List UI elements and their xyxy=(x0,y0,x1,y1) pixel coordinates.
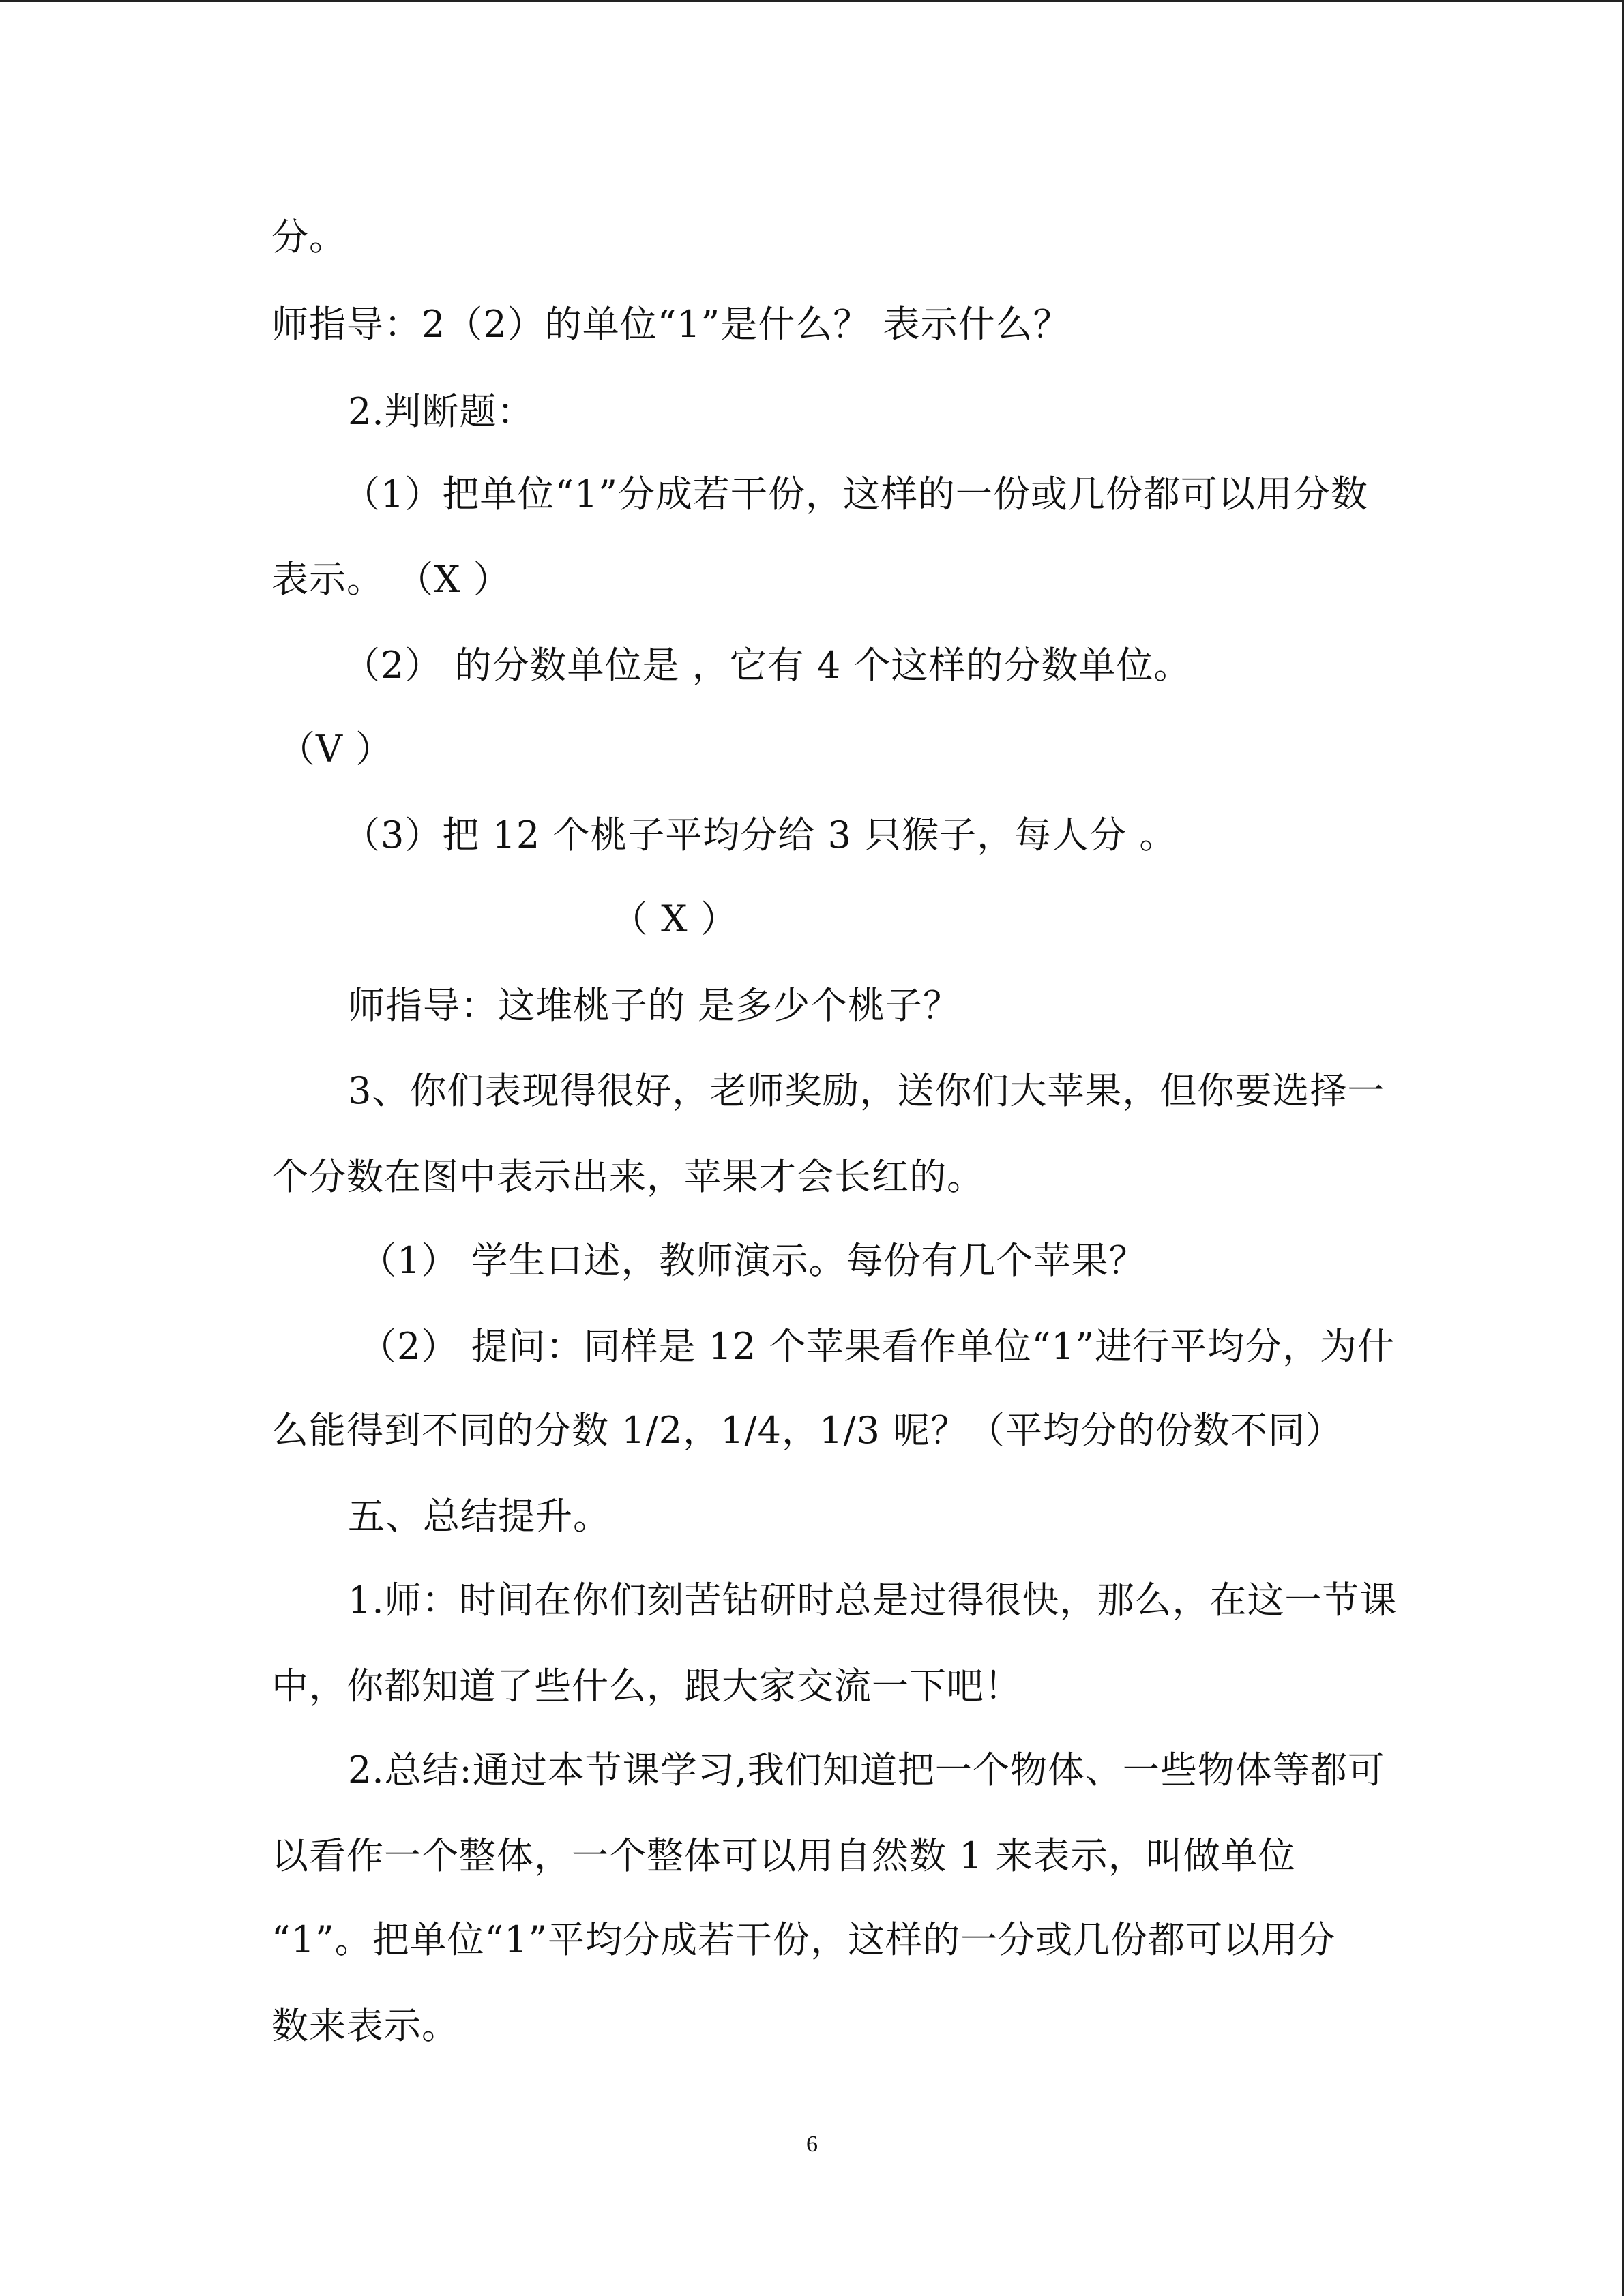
text-line: 师指导：2（2）的单位“1”是什么？ 表示什么？ xyxy=(271,303,1071,346)
text-line: （2） 的分数单位是 ，它有 4 个这样的分数单位。 xyxy=(343,644,1192,687)
text-line: 1.师：时间在你们刻苦钻研时总是过得很快，那么，在这一节课 xyxy=(348,1579,1398,1622)
text-line: 数来表示。 xyxy=(271,2004,459,2047)
text-line: “1”。把单位“1”平均分成若干份，这样的一分或几份都可以用分 xyxy=(271,1918,1336,1961)
text-line: 3、你们表现得很好，老师奖励，送你们大苹果，但你要选择一 xyxy=(348,1069,1385,1112)
text-line: （1） 学生口述，教师演示。每份有几个苹果？ xyxy=(359,1239,1147,1282)
text-line: 么能得到不同的分数 1/2，1/4，1/3 呢？（平均分的份数不同） xyxy=(271,1409,1344,1452)
text-line: 2.判断题： xyxy=(348,390,535,433)
text-line: （2） 提问：同样是 12 个苹果看作单位“1”进行平均分，为什 xyxy=(359,1325,1396,1368)
text-line: 分。 xyxy=(271,215,346,258)
text-line: 2.总结:通过本节课学习,我们知道把一个物体、一些物体等都可 xyxy=(348,1748,1385,1791)
text-line: 五、总结提升。 xyxy=(348,1495,610,1538)
text-line: （V ） xyxy=(278,728,394,771)
text-line: 师指导：这堆桃子的 是多少个桃子？ xyxy=(348,984,961,1027)
text-line: （ X ） xyxy=(611,897,738,940)
text-line: （3）把 12 个桃子平均分给 3 只猴子，每人分 。 xyxy=(343,814,1177,856)
page-number: 6 xyxy=(806,2132,818,2157)
text-line: 表示。 （X ） xyxy=(271,558,511,601)
text-line: 中，你都知道了些什么，跟大家交流一下吧！ xyxy=(271,1665,1022,1708)
text-line: （1）把单位“1”分成若干份，这样的一份或几份都可以用分数 xyxy=(343,473,1368,516)
page-top-border xyxy=(0,0,1624,2)
text-line: 以看作一个整体，一个整体可以用自然数 1 来表示，叫做单位 xyxy=(271,1834,1296,1877)
text-line: 个分数在图中表示出来，苹果才会长红的。 xyxy=(271,1155,984,1198)
